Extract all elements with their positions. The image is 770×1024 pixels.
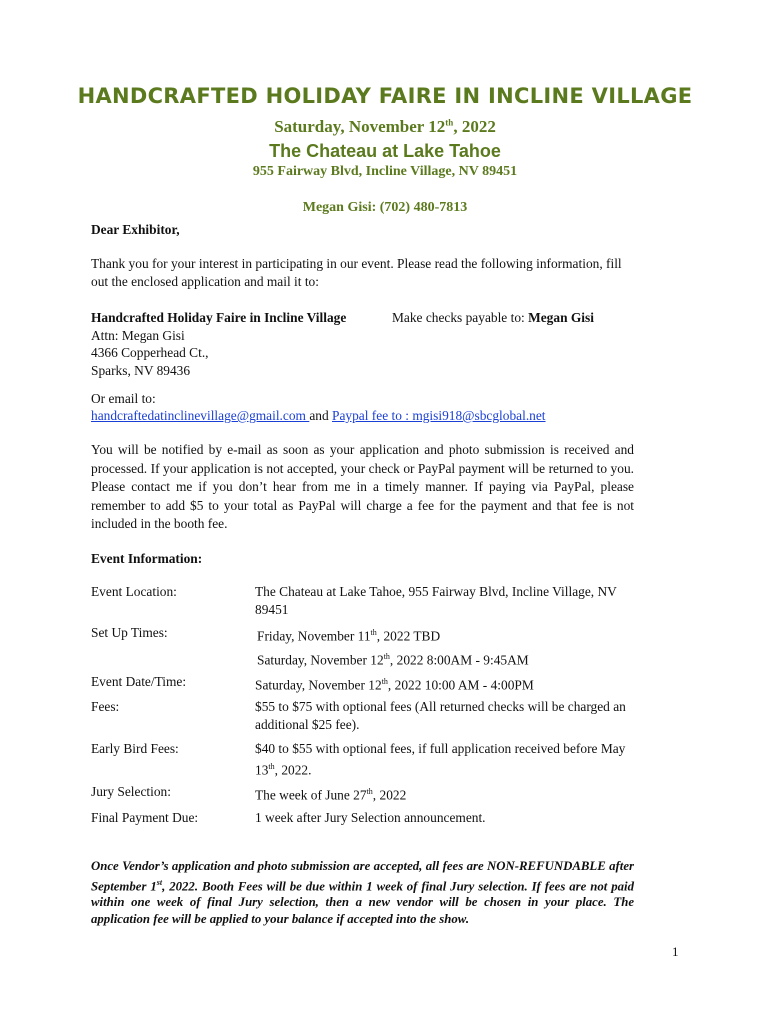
page-title: HANDCRAFTED HOLIDAY FAIRE IN INCLINE VILLAGE — [77, 84, 693, 108]
setup-time-2: Saturday, November 12th, 2022 8:00AM - 9:45AM — [257, 652, 529, 668]
mailing-street: 4366 Copperhead Ct., — [91, 345, 209, 360]
refund-notice: Once Vendor’s application and photo submission are accepted, all fees are NON-REFUNDABLE after September 1st, 2022. Booth Fees will be due within 1 week of final Jury selection. If fees are not paid within one week of final Jury selection, then a new vendor will be chosen in your place. The application fee will be applied to your balance if accepted into the show. — [91, 859, 634, 926]
jury-selection-value: The week of June 27th, 2022 — [255, 787, 407, 803]
jury-selection-label: Jury Selection: — [91, 784, 171, 799]
final-payment-label: Final Payment Due: — [91, 810, 199, 825]
salutation: Dear Exhibitor, — [91, 222, 180, 237]
mailing-attn: Attn: Megan Gisi — [91, 327, 185, 343]
mailing-name: Handcrafted Holiday Faire in Incline Village — [91, 310, 347, 325]
page-number: 1 — [672, 944, 679, 959]
setup-times-label: Set Up Times: — [91, 625, 168, 640]
fees-label: Fees: — [91, 699, 120, 714]
event-info-heading: Event Information: — [91, 551, 203, 566]
event-datetime-value: Saturday, November 12th, 2022 10:00 AM - 4:00PM — [255, 677, 534, 693]
intro-paragraph: Thank you for your interest in participating in our event. Please read the following information, fill out the enclosed application and mail it to: — [91, 256, 622, 289]
final-payment-value: 1 week after Jury Selection announcement. — [255, 810, 486, 825]
mailing-city: Sparks, NV 89436 — [91, 362, 191, 378]
contact-info: Megan Gisi: (702) 480-7813 — [302, 200, 468, 215]
email-link[interactable]: handcraftedatinclinevillage@gmail.com — [91, 408, 310, 423]
email-line: handcraftedatinclinevillage@gmail.com and Paypal fee to : mgisi918@sbcglobal.net — [91, 408, 546, 423]
early-bird-label: Early Bird Fees: — [91, 741, 179, 756]
early-bird-value: $40 to $55 with optional fees, if full application received before May 13th, 2022. — [255, 741, 626, 777]
venue-name: The Chateau at Lake Tahoe — [269, 141, 501, 161]
notification-paragraph: You will be notified by e-mail as soon as your application and photo submission is received and processed. If your application is not accepted, your check or PayPal payment will be returned to you. Please contact me if you don’t hear from me in a timely manner. If paying via PayPal, please remember to add $5 to your total as PayPal will charge a fee for the payment and that fee is not included in the booth fee. — [91, 442, 634, 532]
event-location-label: Event Location: — [91, 584, 177, 599]
mailing-address — [91, 309, 346, 379]
fees-value: $55 to $75 with optional fees (All returned checks will be charged an additional $25 fee). — [255, 699, 626, 732]
event-date: Saturday, November 12th, 2022 — [274, 117, 496, 136]
checks-payable: Make checks payable to: Megan Gisi — [392, 310, 594, 325]
email-label: Or email to: — [91, 391, 156, 406]
venue-address: 955 Fairway Blvd, Incline Village, NV 89451 — [252, 164, 518, 179]
setup-time-1: Friday, November 11th, 2022 TBD — [257, 628, 441, 644]
event-location-value: The Chateau at Lake Tahoe, 955 Fairway Blvd, Incline Village, NV 89451 — [255, 584, 617, 617]
paypal-link[interactable]: Paypal fee to : mgisi918@sbcglobal.net — [332, 408, 546, 423]
event-datetime-label: Event Date/Time: — [91, 674, 187, 689]
